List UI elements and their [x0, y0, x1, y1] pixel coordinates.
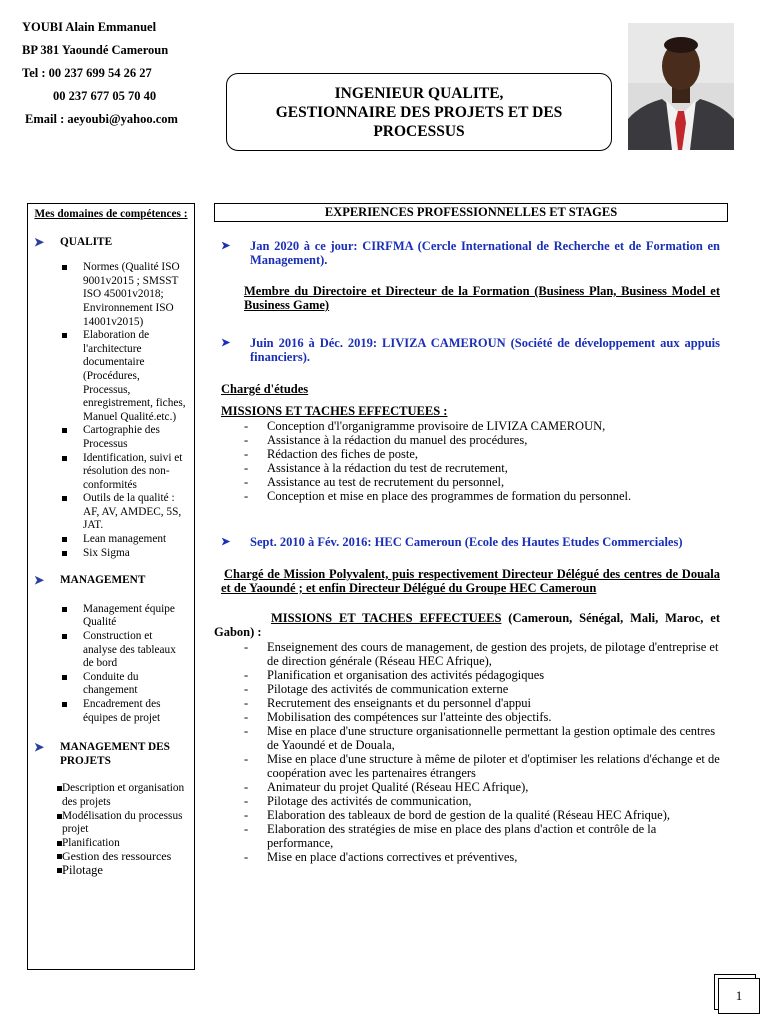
arrow-right-icon: ➤	[34, 740, 45, 755]
list-item: Encadrement des équipes de projet	[34, 698, 188, 725]
list-item-text: Description et organisation des projets	[62, 782, 185, 808]
list-item: - Assistance à la rédaction du test de recrutement,	[214, 461, 720, 475]
experience-section	[214, 203, 720, 864]
missions-title: MISSIONS ET TACHES EFFECTUEES	[271, 611, 502, 625]
list-item	[34, 810, 188, 837]
list-item: - Pilotage des activités de communication,	[214, 794, 720, 808]
list-item: - Mise en place d'une structure à même de piloter et d'optimiser les relations d'échange et de coopération avec les partenaires étrangers	[214, 752, 720, 780]
job-title: Juin 2016 à Déc. 2019: LIVIZA CAMEROUN (Société de développement aux appuis financiers).	[250, 336, 720, 364]
list-item-text: Modélisation du processus projet	[62, 809, 183, 836]
arrow-right-icon: ➤	[34, 573, 45, 588]
list-item: - Rédaction des fiches de poste,	[214, 447, 720, 461]
list-item: - Conception et mise en place des programmes de formation du personnel.	[214, 489, 720, 503]
list-item: - Conception d'l'organigramme provisoire de LIVIZA CAMEROUN,	[214, 419, 720, 433]
list-item: - Enseignement des cours de management, de gestion des projets, de pilotage d'entreprise et de direction générale (Réseau HEC Afrique),	[214, 640, 720, 668]
list-item: Cartographie des Processus	[34, 424, 188, 451]
list-item: - Mise en place d'actions correctives et préventives,	[214, 850, 720, 864]
list-item-text: Gestion des ressources	[62, 849, 172, 864]
title-box	[226, 73, 612, 151]
arrow-right-icon: ➤	[221, 536, 231, 548]
list-item: - Elaboration des stratégies de mise en place des plans d'action et contrôle de la performance,	[214, 822, 720, 850]
sidebar-section-qualite	[34, 236, 188, 250]
list-item	[34, 850, 188, 864]
arrow-right-icon: ➤	[34, 234, 45, 249]
list-item: Outils de la qualité : AF, AV, AMDEC, 5S, JAT.	[34, 492, 188, 533]
list-item: Normes (Qualité ISO 9001v2015 ; SMSST ISO 45001v2018; Environnement ISO 14001v2015)	[34, 261, 188, 329]
list-item: - Pilotage des activités de communication externe	[214, 682, 720, 696]
contact-address: BP 381 Yaoundé Cameroun	[22, 43, 169, 57]
sidebar-section-projets	[34, 741, 188, 768]
title-line-2: GESTIONNAIRE DES PROJETS ET DES	[275, 103, 563, 121]
sidebar-list-projets	[34, 782, 188, 877]
list-item: Elaboration de l'architecture documentaire (Procédures, Processus, enregistrement, fiches, Manuel Qualité.etc.)	[34, 329, 188, 424]
contact-block	[22, 16, 178, 131]
list-item: - Mise en place d'une structure organisationnelle permettant la gestion optimale des centres de Yaoundé et de Douala,	[214, 724, 720, 752]
contact-tel-2: 00 237 677 05 70 40	[53, 89, 157, 103]
list-item	[34, 782, 188, 809]
sidebar-section-title: MANAGEMENT	[60, 574, 146, 587]
task-list-liviza	[214, 419, 720, 503]
list-item: Identification, suivi et résolution des non-conformités	[34, 452, 188, 493]
list-item: - Elaboration des tableaux de bord de gestion de la qualité (Réseau HEC Afrique),	[214, 808, 720, 822]
missions-title: MISSIONS ET TACHES EFFECTUEES :	[221, 404, 448, 418]
title-line-3: PROCESSUS	[373, 122, 465, 140]
job-title: Jan 2020 à ce jour: CIRFMA (Cercle International de Recherche et de Formation en Management).	[250, 239, 720, 267]
list-item: - Animateur du projet Qualité (Réseau HEC Afrique),	[214, 780, 720, 794]
contact-email: Email : aeyoubi@yahoo.com	[25, 112, 178, 126]
missions-countries: (Cameroun, Sénégal, Mali, Maroc, et Gabon) :	[214, 611, 721, 639]
list-item: - Planification et organisation des activités pédagogiques	[214, 668, 720, 682]
job-entry-liviza	[214, 336, 720, 364]
list-item: Conduite du changement	[34, 671, 188, 698]
list-item-text: Planification	[62, 836, 120, 849]
profile-photo-image	[628, 23, 734, 150]
contact-name: YOUBI Alain Emmanuel	[22, 20, 157, 34]
list-item	[34, 837, 188, 851]
arrow-right-icon: ➤	[221, 240, 231, 252]
list-item: - Mobilisation des compétences sur l'atteinte des objectifs.	[214, 710, 720, 724]
task-list-hec	[214, 640, 720, 864]
job-title: Sept. 2010 à Fév. 2016: HEC Cameroun (Ecole des Hautes Etudes Commerciales)	[250, 535, 683, 549]
skills-sidebar	[27, 203, 195, 970]
sidebar-section-management	[34, 574, 188, 588]
list-item: Lean management	[34, 533, 188, 547]
list-item: Construction et analyse des tableaux de bord	[34, 630, 188, 671]
sidebar-list-management	[34, 603, 188, 725]
profile-photo	[628, 23, 734, 150]
list-item: - Assistance à la rédaction du manuel des procédures,	[214, 433, 720, 447]
contact-tel-1: Tel : 00 237 699 54 26 27	[22, 66, 152, 80]
job-role: Membre du Directoire et Directeur de la Formation (Business Plan, Business Model et Business Game)	[244, 284, 720, 312]
job-entry-hec	[214, 535, 720, 549]
list-item: - Recrutement des enseignants et du personnel d'appui	[214, 696, 720, 710]
list-item	[34, 864, 188, 878]
sidebar-section-title: QUALITE	[60, 235, 113, 248]
list-item-text: Pilotage	[62, 862, 103, 877]
arrow-right-icon: ➤	[221, 337, 231, 349]
job-role: Chargé d'études	[221, 382, 309, 396]
job-entry-cirfma	[214, 239, 720, 267]
list-item: Management équipe Qualité	[34, 603, 188, 630]
sidebar-heading: Mes domaines de compétences :	[34, 208, 188, 220]
list-item: Six Sigma	[34, 547, 188, 561]
sidebar-section-title: MANAGEMENT DES PROJETS	[60, 741, 170, 767]
page-number: 1	[718, 978, 760, 1014]
missions-title-hec	[214, 611, 720, 639]
sidebar-list-qualite	[34, 261, 188, 560]
list-item: - Assistance au test de recrutement du personnel,	[214, 475, 720, 489]
title-line-1: INGENIEUR QUALITE,	[334, 84, 504, 102]
job-role: Chargé de Mission Polyvalent, puis respectivement Directeur Délégué des centres de Douala et de Yaoundé ; et enfin Directeur Délégué du Groupe HEC Cameroun	[221, 567, 720, 595]
experience-header: EXPERIENCES PROFESSIONNELLES ET STAGES	[214, 203, 728, 222]
